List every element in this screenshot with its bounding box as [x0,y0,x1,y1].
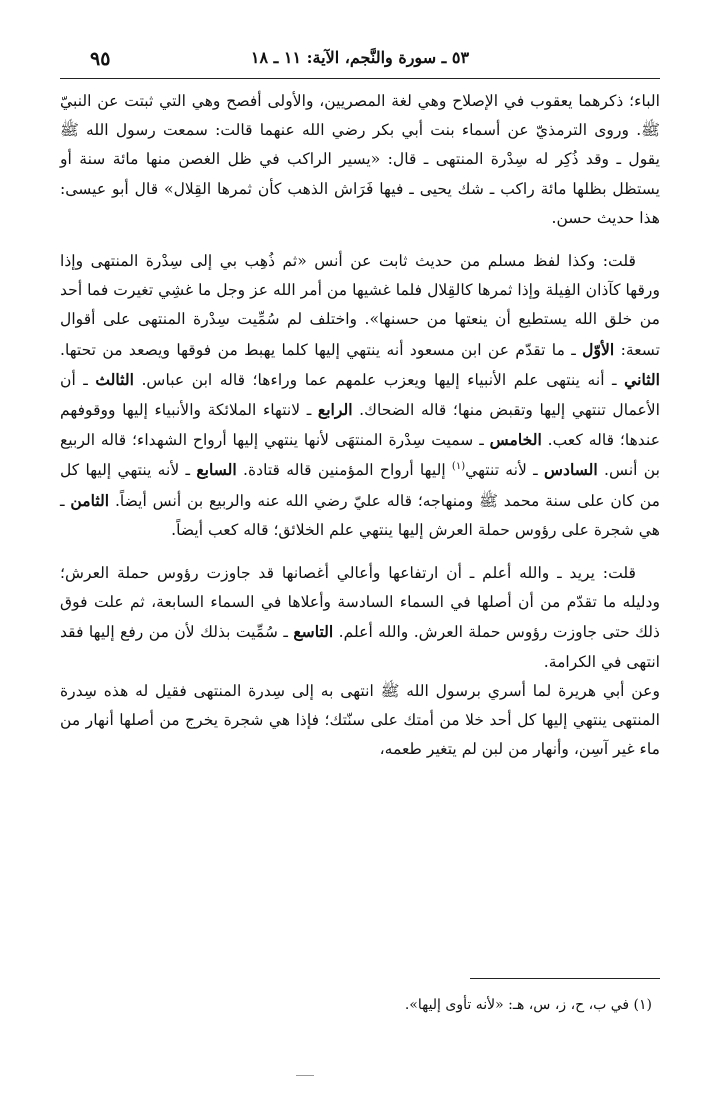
paragraph-1 [60,87,660,233]
label-third: الثالث [95,369,134,389]
paragraph-4-text: وعن أبي هريرة لما أسري برسول الله ﷺ انتهى به إلى سِدرة المنتهى فقيل له هذه سِدرة المنتهى ينتهي إليها كل أحد خلا من أمتك على سنّتك؛ فإذا هي شجرة يخرج من أصلها أنهار من ماء غير آسِن، وأنهار من لبن لم يتغير طعمه، [60,681,660,759]
paragraph-2-sixth-b: إليها أرواح المؤمنين قاله قتادة. [243,461,446,480]
footnote-reference[interactable]: (١) [451,461,466,473]
paragraph-3-text: قلت: يريد ـ والله أعلم ـ أن ارتفاعها وأعالي أغصانها قد جاوزت رؤوس حملة العرش؛ ودليله ما تقدّم من أن أصلها في السماء السادسة وأعلاها في السماء السابعة، ثم علت فوق ذلك حتى جاوزت رؤوس حملة العرش. والله أعلم. [60,564,660,642]
label-sixth: السادس [544,460,598,480]
paragraph-4 [60,677,660,765]
page-number: ٩٥ [90,48,111,70]
page-bottom-mark [296,1075,314,1076]
label-first: الأوّل [582,339,615,359]
paragraph-2-second: ـ أنه ينتهى علم الأنبياء إليها ويعزب علمهم عما وراءها؛ قاله ابن عباس. [141,370,617,389]
paragraph-2-seventh: ـ لأنه ينتهي إليها كل من كان على سنة محمد ﷺ ومنهاجه؛ قاله عليّ رضي الله عنه والربيع بن أنس أيضاً. [60,461,660,510]
label-fourth: الرابع [317,400,353,420]
paragraph-2 [60,247,660,545]
label-second: الثاني [624,369,660,389]
paragraph-2-eighth: ـ هي شجرة على رؤوس حملة العرش إليها ينتهي علم الخلائق؛ قاله كعب أيضاً. [60,491,660,539]
paragraph-2-third: ـ أن الأعمال تنتهي إليها وتقبض منها؛ قاله الضحاك. [60,370,660,420]
footnote: (١) في ب، ح، ز، س، هـ: «لأنه تأوى إليها». [404,997,652,1013]
book-page [60,38,660,1068]
running-head: ٥٣ ـ سورة والنَّجم، الآية: ١١ ـ ١٨ [250,48,470,67]
main-text [60,87,660,764]
label-seventh: السابع [196,460,237,480]
paragraph-2-fourth: ـ لانتهاء الملائكة والأنبياء إليها ووقوفهم عندها؛ قاله كعب. [60,401,660,450]
paragraph-3-ninth: ـ سُمِّيت بذلك لأن من رفع إليها فقد انتهى في الكرامة. [60,623,660,671]
label-ninth: التاسع [293,622,334,642]
paragraph-2-fifth: ـ سميت سِدْرة المنتهَى لأنها ينتهي إليها أرواح الشهداء؛ قاله الربيع بن أنس. [60,431,660,480]
label-fifth: الخامس [489,430,542,450]
paragraph-2-sixth-a: ـ لأنه تنتهي [465,461,538,480]
paragraph-2-first: ـ ما تقدّم عن ابن مسعود أنه ينتهي إليها كلما يهبط من فوقها ويصعد من تحتها. [60,340,576,359]
footnote-divider [470,978,660,979]
paragraph-2-intro: قلت: وكذا لفظ مسلم من حديث ثابت عن أنس «ثم ذُهِب بي إلى سِدْرة المنتهى وإذا ورقها كآذان الفِيلة وإذا ثمرها كالقِلال فلما غشيها من أمر الله عز وجل ما غشِي تغيرت فما أحد من خلق الله يستطيع أن ينعتها من حسنها». واختلف لم سُمِّيت سِدْرة المنتهى على أقوال تسعة: [60,252,660,359]
label-eighth: الثامن [70,490,110,510]
paragraph-1-text: الباء؛ ذكرهما يعقوب في الإصلاح وهي لغة المصريين، والأولى أفصح وهي التي ثبتت عن النبيّ ﷺ. وروى الترمذيّ عن أسماء بنت أبي بكر رضي الله عنهما قالت: سمعت رسول الله ﷺ يقول ـ وقد ذُكِر له سِدْرة المنتهى ـ قال: «يسير الراكب في ظل الغصن منها مائة سنة أو يستظل بظلها مائة راكب ـ شك يحيى ـ فيها فَرَاش الذهب كأن ثمرها القِلال» قال أبو عيسى: هذا حديث حسن. [60,92,660,227]
paragraph-3 [60,559,660,677]
page-header [60,38,660,79]
